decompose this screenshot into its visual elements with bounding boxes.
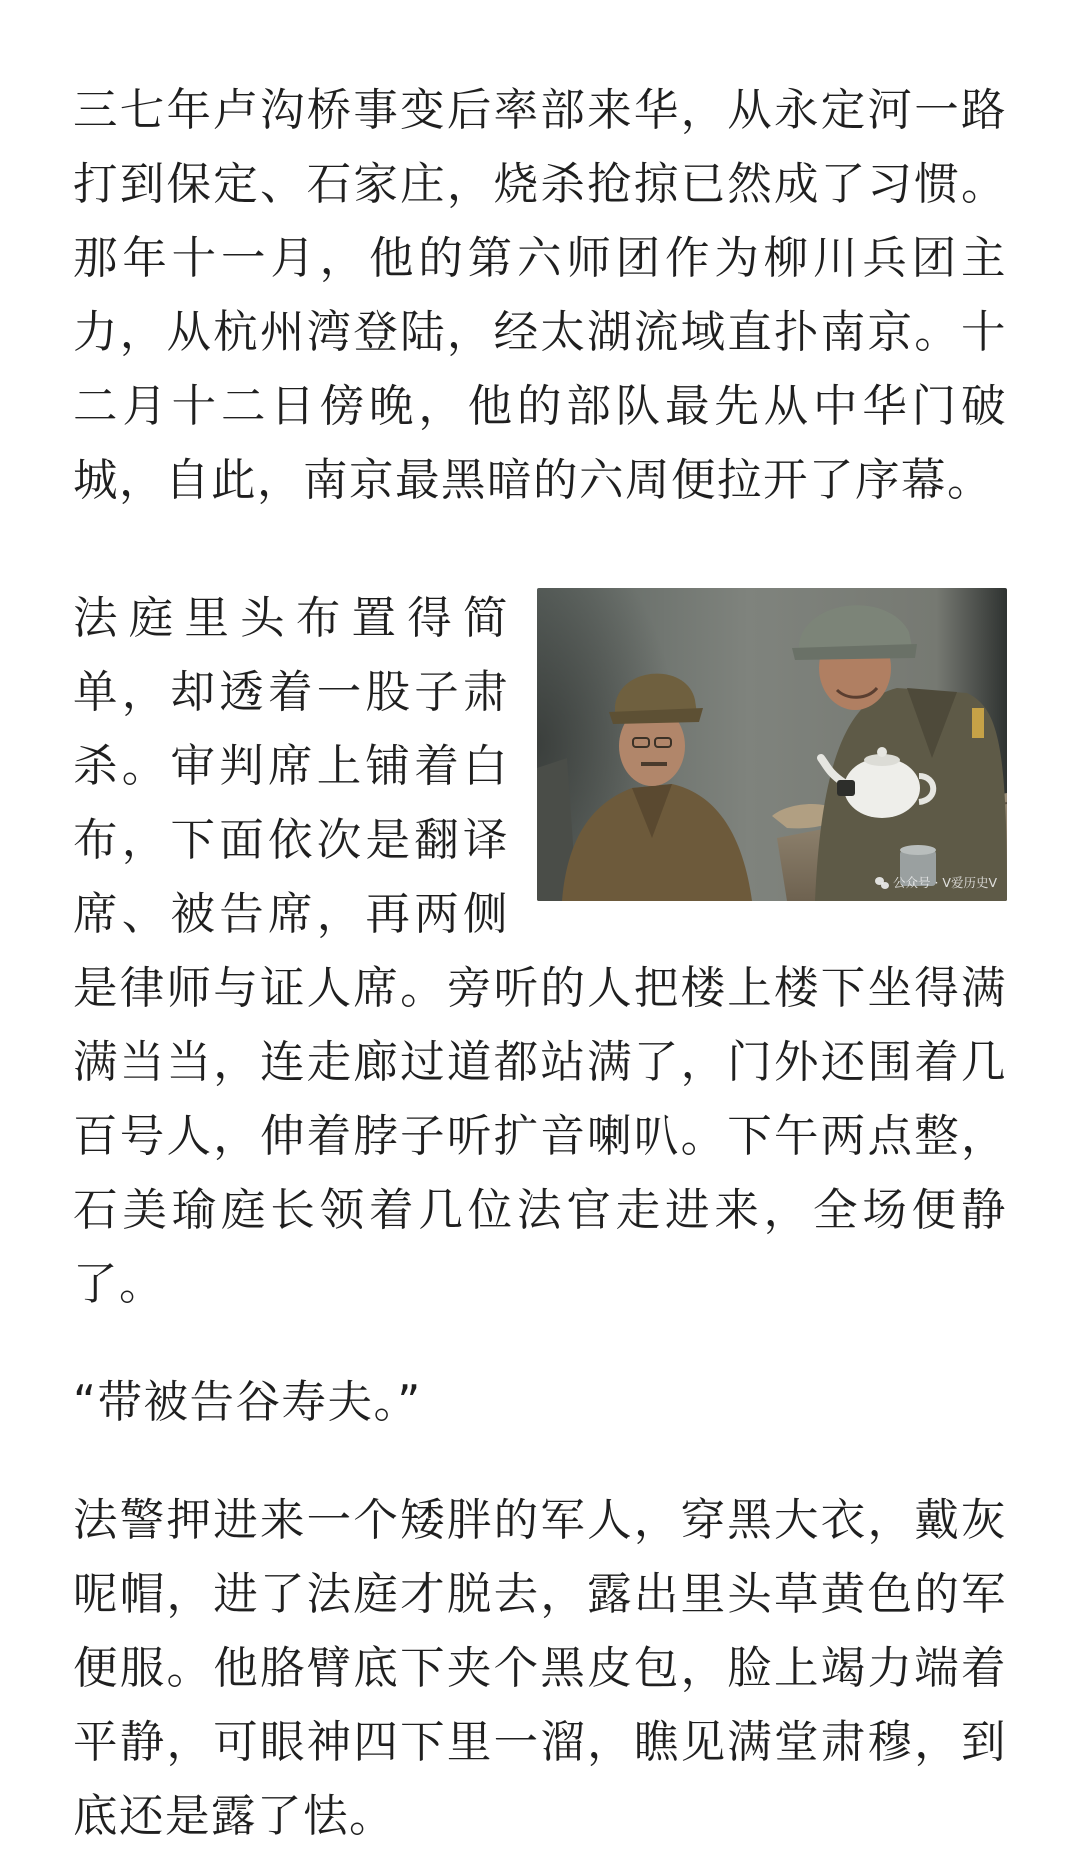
photo-watermark xyxy=(875,875,997,891)
paragraph-1: 三七年卢沟桥事变后率部来华，从永定河一路打到保定、石家庄，烧杀抢掠已然成了习惯。那年十一月，他的第六师团作为柳川兵团主力，从杭州湾登陆，经太湖流域直扑南京。十二月十二日傍晚，他的部队最先从中华门破城，自此，南京最黑暗的六周便拉开了序幕。 xyxy=(73,85,1007,506)
article-body xyxy=(73,74,1007,1854)
watermark-text: 公众号 · V爱历史V xyxy=(892,875,997,890)
article-photo[interactable] xyxy=(537,588,1007,901)
photo-illustration xyxy=(537,588,1007,901)
paragraph-2: 法庭里头布置得简单，却透着一股子肃杀。审判席上铺着白布，下面依次是翻译席、被告席，再两侧是律师与证人席。旁听的人把楼上楼下坐得满满当当，连走廊过道都站满了，门外还围着几百号人，伸着脖子听扩音喇叭。下午两点整，石美瑜庭长领着几位法官走进来，全场便静了。 xyxy=(73,593,1007,1310)
paragraph-4: 法警押进来一个矮胖的军人，穿黑大衣，戴灰呢帽，进了法庭才脱去，露出里头草黄色的军便服。他胳臂底下夹个黑皮包，脸上竭力端着平静，可眼神四下里一溜，瞧见满堂肃穆，到底还是露了怯。 xyxy=(73,1495,1007,1842)
wechat-icon xyxy=(875,877,889,889)
paragraph-3-quote: “带被告谷寿夫。” xyxy=(73,1377,422,1428)
